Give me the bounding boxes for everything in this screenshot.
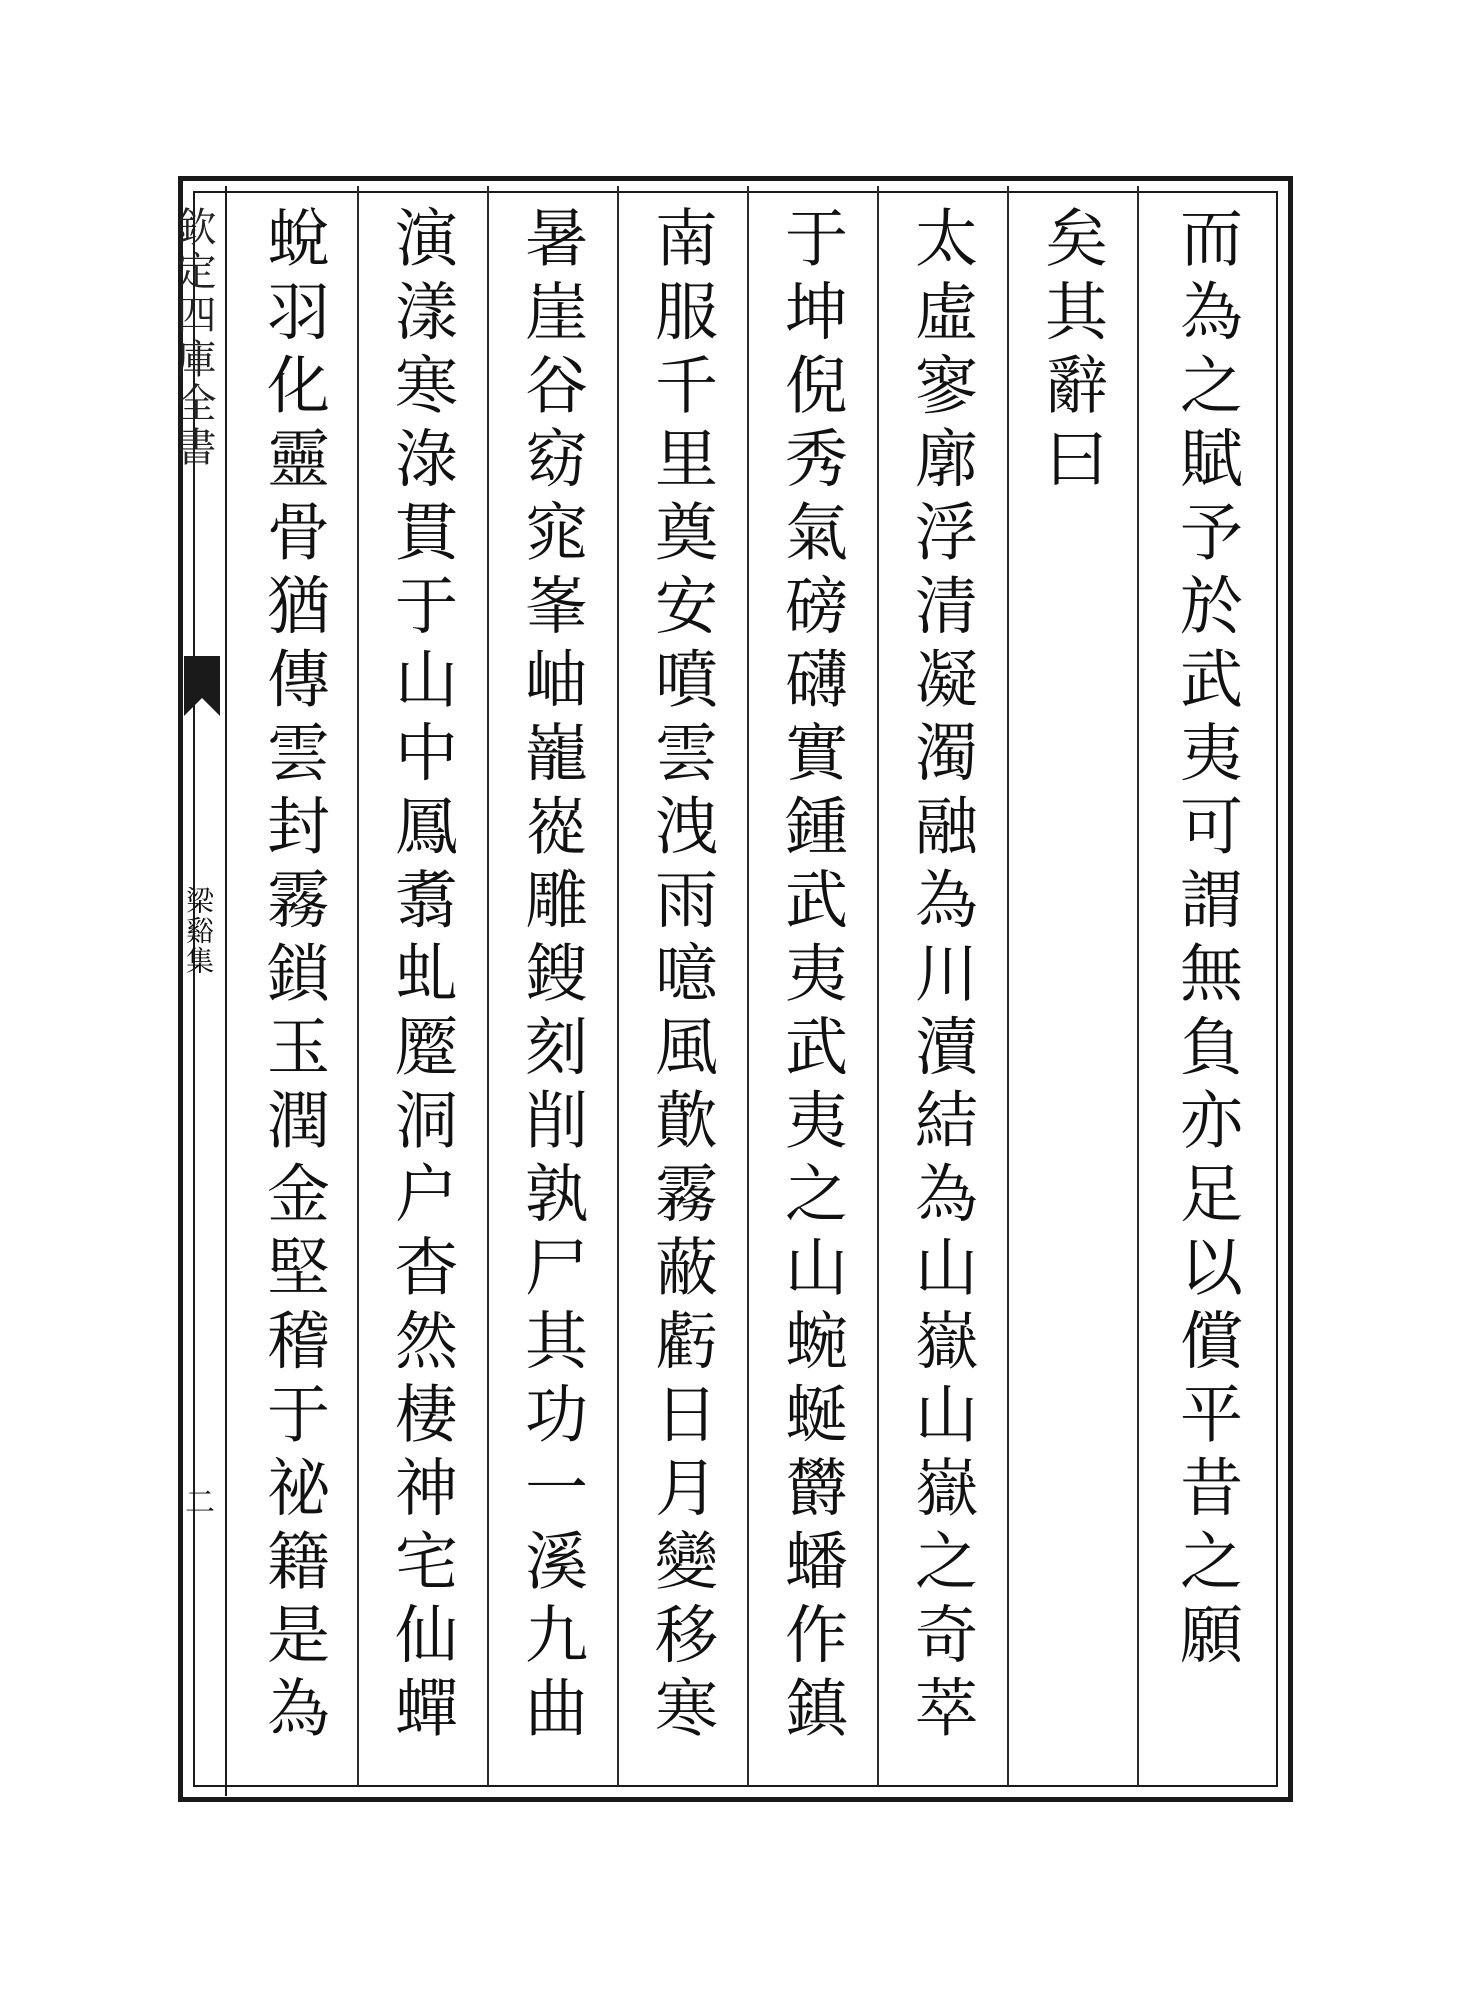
fishtail-mark-icon <box>184 656 220 716</box>
text-column-6: 暑崖谷窈窕峯岫巃嵸雕鎪刻削孰尸其功一溪九曲 <box>515 205 588 1749</box>
column-rule <box>1007 186 1009 1786</box>
column-rule <box>747 186 749 1786</box>
column-rule <box>1137 186 1139 1786</box>
text-column-8: 蛻羽化靈骨猶傳雲封霧鎖玉潤金堅稽于祕籍是為 <box>257 205 330 1749</box>
column-rule <box>487 186 489 1786</box>
text-column-2: 矣其辭曰 <box>1035 205 1108 499</box>
text-column-4: 于坤倪秀氣磅礴實鍾武夷武夷之山蜿蜒欝蟠作鎮 <box>775 205 848 1749</box>
margin-title: 欽定四庫全書 <box>170 206 216 470</box>
column-rule <box>617 186 619 1786</box>
text-column-5: 南服千里奠安噴雲洩雨噫風歕霧蔽虧日月變移寒 <box>645 205 718 1749</box>
column-rule <box>357 186 359 1786</box>
page-number: 二 <box>179 1486 214 1516</box>
column-rule <box>877 186 879 1786</box>
inner-border <box>193 191 1278 1787</box>
text-column-7: 演漾寒淥貫于山中鳳翥虬蹷洞户杳然棲神宅仙蟬 <box>385 205 458 1749</box>
text-column-1: 而為之賦予於武夷可謂無負亦足以償平昔之願 <box>1170 205 1243 1675</box>
margin-rule <box>225 186 227 1796</box>
page-border <box>170 176 1293 1802</box>
text-column-3: 太虛寥廓浮清凝濁融為川瀆結為山嶽山嶽之奇萃 <box>905 205 978 1749</box>
book-name: 梁谿集 <box>182 886 215 976</box>
center-margin <box>170 186 222 1786</box>
